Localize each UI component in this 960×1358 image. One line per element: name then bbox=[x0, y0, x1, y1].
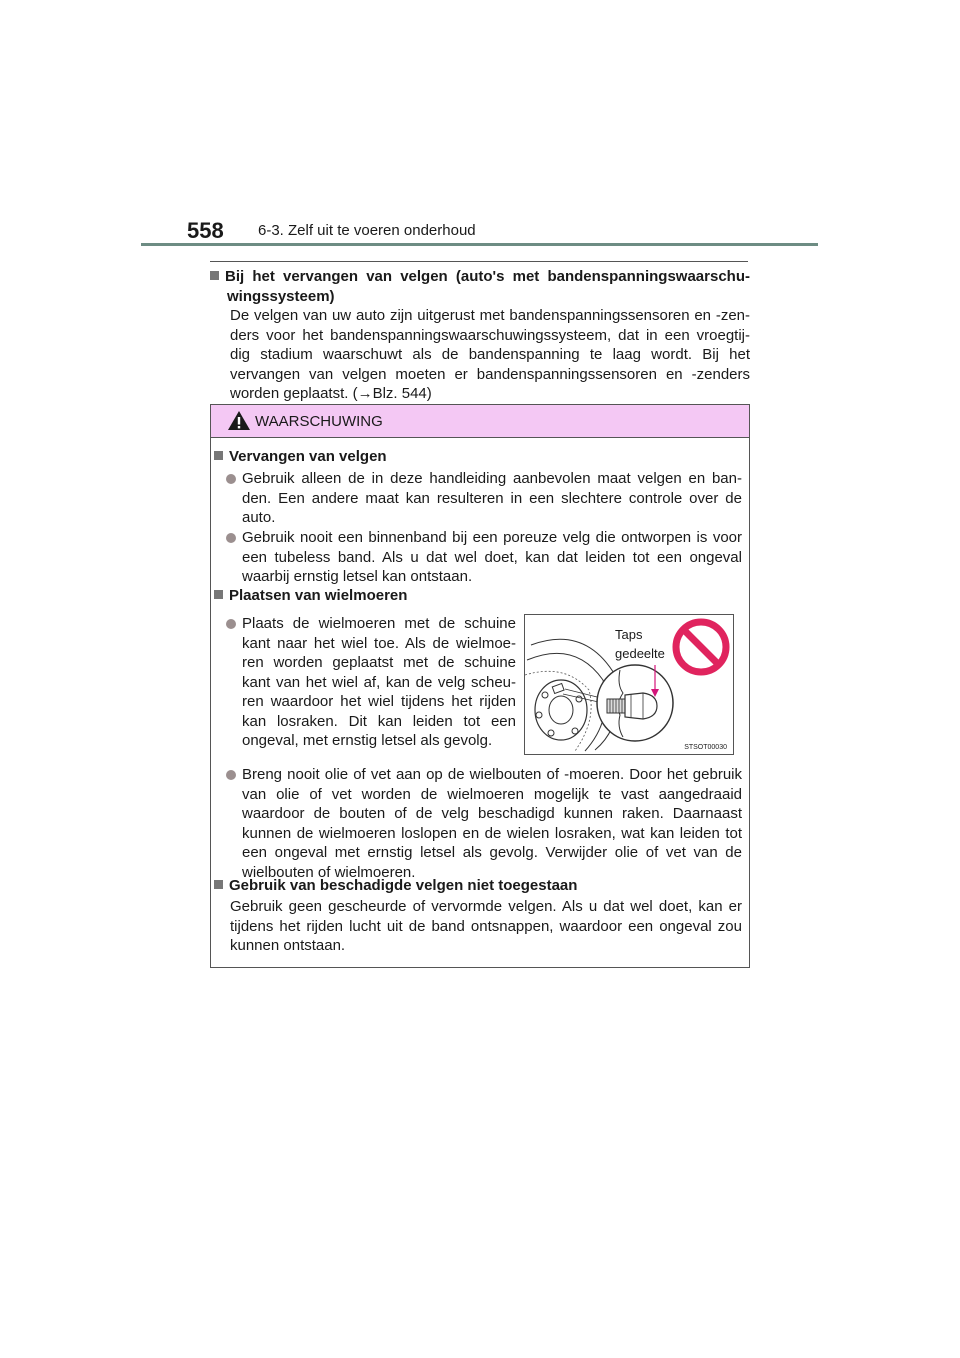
bullet-dot-icon bbox=[226, 533, 236, 543]
wheel-nut-figure bbox=[524, 614, 734, 755]
list-item-text: Breng nooit olie of vet aan op de wielbouten of -moeren. Door het gebruik van olie of vet worden de wielmoeren mogelijk te vast aangedraaid waardoor de bouten of de velg beschadigd kunnen raken. Daarnaast kunnen de wielmoeren loslopen en de wielen losraken, wat kan leiden tot een ongeval met ernstig letsel als gevolg. Verwijder olie of vet van de wielbouten of wielmoeren. bbox=[242, 766, 742, 881]
heading-text: Plaatsen van wielmoeren bbox=[229, 587, 408, 604]
warning-header bbox=[211, 405, 749, 438]
warning-triangle-icon bbox=[227, 410, 251, 431]
figure-label-line: Taps bbox=[615, 627, 643, 642]
bullet-dot-icon bbox=[226, 770, 236, 780]
intro-heading bbox=[210, 267, 750, 306]
warning-title: WAARSCHUWING bbox=[255, 413, 383, 430]
heading-plaatsen-wielmoeren bbox=[214, 587, 407, 604]
intro-heading-text: Bij het vervangen van velgen (auto's met bandenspanningswaarschu-wingssysteem) bbox=[225, 268, 750, 305]
paragraph: Gebruik geen gescheurde of vervormde velgen. Als u dat wel doet, kan er tijdens het rijden lucht uit de band ontsnappen, waardoor een ongeval zou kunnen ontstaan. bbox=[230, 898, 742, 954]
header-rule bbox=[141, 243, 818, 246]
section-title: 6-3. Zelf uit te voeren onderhoud bbox=[258, 222, 476, 239]
square-bullet-icon bbox=[214, 880, 223, 889]
square-bullet-icon bbox=[210, 271, 219, 280]
figure-code: STSOT00030 bbox=[684, 744, 727, 751]
heading-text: Gebruik van beschadigde velgen niet toegestaan bbox=[229, 877, 578, 894]
page-number: 558 bbox=[187, 218, 224, 243]
intro-section bbox=[210, 267, 750, 404]
square-bullet-icon bbox=[214, 451, 223, 460]
list-item-text: Gebruik nooit een binnenband bij een poreuze velg die ontworpen is voor een tubeless band. Als u dat wel doet, kan dat leiden tot een ongeval waarbij ernstig letsel kan ontstaan. bbox=[242, 529, 742, 585]
bullet-dot-icon bbox=[226, 619, 236, 629]
square-bullet-icon bbox=[214, 590, 223, 599]
heading-text: Vervangen van velgen bbox=[229, 448, 387, 465]
figure-label bbox=[615, 625, 665, 663]
list-item bbox=[226, 765, 742, 882]
list-item bbox=[226, 614, 516, 751]
bullet-dot-icon bbox=[226, 474, 236, 484]
list-item bbox=[226, 528, 742, 587]
heading-beschadigde-velgen bbox=[214, 877, 577, 894]
figure-label-line: gedeelte bbox=[615, 646, 665, 661]
intro-body: De velgen van uw auto zijn uitgerust met bandenspanningssensoren en -zen-ders voor het bandenspanningswaarschuwingssysteem, dat in een vroegtij-dig stadium waarschuwt als de bandenspanning te laag wordt. Bij het vervangen van velgen moeten er bandenspanningssensoren en -zenders worden geplaatst. (→Blz. 544) bbox=[230, 307, 750, 402]
divider bbox=[210, 261, 748, 262]
list-item-text: Gebruik alleen de in deze handleiding aanbevolen maat velgen en ban-den. Een andere maat kan resulteren in een slechtere controle over de auto. bbox=[242, 470, 742, 526]
list-item-text: Plaats de wielmoeren met de schuine kant naar het wiel toe. Als de wielmoe-ren worden geplaatst met de schuine kant van het wiel af, kan de velg scheu-ren waardoor het wiel tijdens het rijden kan losraken. Dit kan leiden tot een ongeval, met ernstig letsel als gevolg. bbox=[242, 615, 516, 749]
list-item bbox=[226, 469, 742, 528]
heading-vervangen-velgen bbox=[214, 448, 387, 465]
